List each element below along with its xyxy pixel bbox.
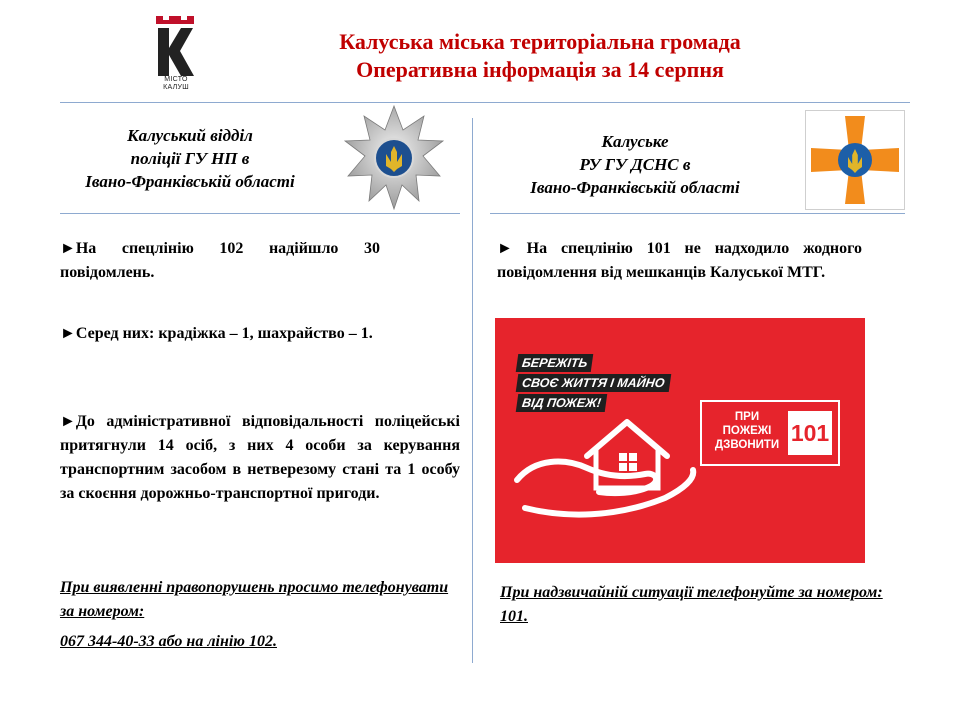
- call-line1: ПРИ: [734, 411, 760, 423]
- right-header-divider: [490, 213, 905, 214]
- call-line2: ПОЖЕЖІ: [722, 425, 772, 437]
- dsns-department-header: [490, 130, 780, 199]
- dsns-header-line2: РУ ГУ ДСНС в: [579, 155, 691, 174]
- police-emblem-icon: [340, 104, 448, 212]
- logo-caption: [156, 76, 196, 92]
- police-header-line1: Калуський відділ: [127, 126, 253, 145]
- fire-safety-poster: [495, 318, 865, 563]
- poster-banner: [517, 354, 687, 424]
- dsns-emblem-icon: [805, 110, 905, 210]
- police-phones: 067 344-40-33 або на лінію 102.: [60, 633, 277, 650]
- page-title: [230, 28, 850, 84]
- banner-line1: БЕРЕЖІТЬ: [516, 354, 594, 372]
- banner-line3: ВІД ПОЖЕЖ!: [516, 394, 607, 412]
- dsns-header-line1: Калуське: [601, 132, 669, 151]
- police-header-line3: Івано-Франківській області: [85, 172, 295, 191]
- call-line3: ДЗВОНИТИ: [714, 439, 780, 451]
- police-department-header: [55, 124, 325, 193]
- logo-caption-line1: МІСТО: [164, 76, 188, 83]
- police-header-line2: поліції ГУ НП в: [130, 149, 250, 168]
- administrative-liability-paragraph: ►До адміністративної відповідальності поліцейські притягнули 14 осіб, з них 4 особи за керування транспортним засобом в нетверезому стані та 1 особу за скоєння дорожньо-транспортної пригоди.: [60, 413, 460, 502]
- police-notice: При виявленні правопорушень просимо телефонувати за номером:: [60, 579, 449, 620]
- dsns-notice: При надзвичайній ситуації телефонуйте за номером: 101.: [500, 584, 883, 625]
- title-line1: Калуська міська територіальна громада: [339, 29, 741, 54]
- call-text: [706, 410, 788, 452]
- dsns-header-line3: Івано-Франківській області: [530, 178, 740, 197]
- title-line2: Оперативна інформація за 14 серпня: [356, 57, 724, 82]
- banner-line2: СВОЄ ЖИТТЯ І МАЙНО: [516, 374, 671, 392]
- incidents-paragraph: ►Серед них: крадіжка – 1, шахрайство – 1.: [60, 325, 373, 342]
- left-header-divider: [60, 213, 460, 214]
- column-divider: [472, 118, 473, 663]
- calls-101-paragraph: ► На спецлінію 101 не надходило жодного повідомлення від мешканців Калуської МТГ.: [497, 240, 862, 281]
- call-number-badge: 101: [788, 411, 832, 455]
- calls-102-paragraph: ►На спецлінію 102 надійшло 30 повідомлень.: [60, 240, 380, 281]
- logo-caption-line2: КАЛУШ: [163, 84, 189, 91]
- top-divider: [60, 102, 910, 103]
- call-box: [700, 400, 840, 466]
